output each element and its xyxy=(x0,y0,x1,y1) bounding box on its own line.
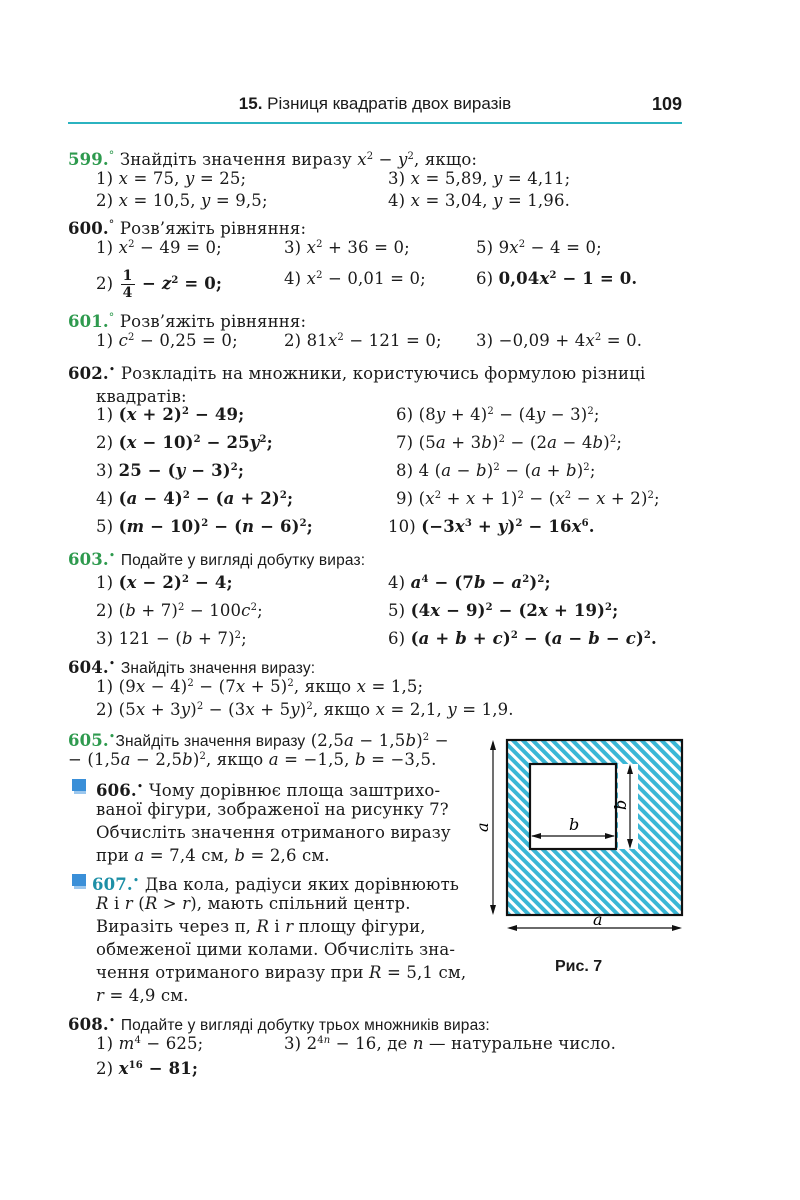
problem-text: Подайте у вигляді добутку трьох множників вираз: xyxy=(120,1017,490,1034)
book-icon xyxy=(72,779,86,795)
problem-599-item-2: 2) x = 10,5, y = 9,5; xyxy=(96,191,268,210)
problem-607-line-1: 607.• Два кола, радіуси яких дорівнюють xyxy=(92,874,459,894)
problem-600-item-5: 5) $9x^2 - 4 = 0$; xyxy=(476,238,602,257)
problem-601-item-3: $3) -0,09 + 4x^2 = 0$. xyxy=(476,331,643,350)
problem-600-item-6: 6) $0,04x^2 - 1 = 0$. xyxy=(476,269,638,288)
problem-602-item-6: 6) $(8y + 4)^2 - (4y - 3)^2$; xyxy=(396,405,600,424)
problem-606-line-1: 606.• Чому дорівнює площа заштрихо- xyxy=(96,780,441,800)
problem-602-item-10: 10) $(-3x^3 + y)^2 - 16x^6$. xyxy=(388,517,595,536)
problem-599-item-4: 4) x = 3,04, y = 1,96. xyxy=(388,191,570,210)
problem-number: 600. xyxy=(68,219,109,238)
problem-604-item-2: 2) $(5x + 3y)^2 - (3x + 5y)^2$, якщо x = 2,1, y = 1,9. xyxy=(96,700,514,719)
label-a-left: a xyxy=(473,822,492,832)
problem-603-item-5: 5) $(4x - 9)^2 - (2x + 19)^2$; xyxy=(388,601,619,620)
problem-604-statement: 604.• Знайдіть значення виразу: xyxy=(68,657,316,677)
label-a-bottom: a xyxy=(593,910,603,929)
problem-607-line-4: обмеженої цими колами. Обчисліть зна- xyxy=(96,940,456,959)
problem-number: 602. xyxy=(68,364,109,383)
problem-601-item-2: 2) $81x^2 - 121 = 0$; xyxy=(284,331,442,350)
figure-caption: Рис. 7 xyxy=(555,958,603,975)
problem-607-line-2: R і r (R > r), мають спільний центр. xyxy=(96,894,411,913)
problem-607-line-6: r = 4,9 см. xyxy=(96,986,189,1005)
problem-608-item-2: 2) $x^{16} - 81$; xyxy=(96,1059,199,1078)
problem-602-item-8: 8) 4 $(a - b)^2 - (a + b)^2$; xyxy=(396,461,596,480)
label-b-inner: b xyxy=(569,815,580,834)
problem-608-item-1: 1) $m^4 - 625$; xyxy=(96,1034,204,1053)
problem-number: 608. xyxy=(68,1015,109,1034)
problem-602-item-5: 5) $(m - 10)^2 - (n - 6)^2$; xyxy=(96,517,313,536)
problem-608-item-3: 3) $2^{4n} - 16$, де n — натуральне число. xyxy=(284,1034,616,1053)
problem-606-line-4: при a = 7,4 см, b = 2,6 см. xyxy=(96,846,330,865)
problem-text: Знайдіть значення виразу: xyxy=(120,660,316,677)
problem-number: 605. xyxy=(68,731,109,750)
figure-7 xyxy=(473,730,690,990)
problem-602-item-3: 3) $25 - (y - 3)^2$; xyxy=(96,461,245,480)
problem-608-statement: 608.• Подайте у вигляді добутку трьох множників вираз: xyxy=(68,1014,490,1034)
book-icon xyxy=(72,874,86,890)
section-number: 15. xyxy=(238,94,263,113)
problem-number: 599. xyxy=(68,150,109,169)
problem-600-item-4: 4) $x^2 - 0,01 = 0$; xyxy=(284,269,426,288)
problem-605-statement: 605.•Знайдіть значення виразу $(2,5a - 1,5b)^2$ − xyxy=(68,730,449,750)
header-rule xyxy=(68,122,682,124)
problem-603-item-6: 6) $(a + b + c)^2 - (a - b - c)^2$. xyxy=(388,629,657,648)
problem-text: Розв’яжіть рівняння: xyxy=(119,219,307,238)
problem-text: Подайте у вигляді добутку вираз: xyxy=(120,552,366,569)
problem-number: 601. xyxy=(68,312,109,331)
problem-number: 603. xyxy=(68,550,109,569)
problem-600-item-3: 3) $x^2 + 36 = 0$; xyxy=(284,238,410,257)
problem-599-item-3: 3) x = 5,89, y = 4,11; xyxy=(388,169,571,188)
problem-603-item-3: 3) $121 - (b + 7)^2$; xyxy=(96,629,247,648)
problem-605-line-2: − $(1,5a - 2,5b)^2$, якщо a = −1,5, b = −3,5. xyxy=(68,750,437,769)
problem-number: 604. xyxy=(68,658,109,677)
problem-602-item-2: 2) $(x - 10)^2 - 25y^2$; xyxy=(96,433,273,452)
problem-599-statement: 599.° Знайдіть значення виразу $x^2 - y^2$, якщо: xyxy=(68,149,478,169)
problem-number: 606. xyxy=(96,781,137,800)
problem-600-item-2: 2) $\frac{1}{4}$ − $z^2 = 0$; xyxy=(96,268,223,301)
problem-602-statement: 602.• Розкладіть на множники, користуючись формулою різниці квадратів: xyxy=(68,363,646,406)
problem-number: 607. xyxy=(92,875,133,894)
problem-606-line-3: Обчисліть значення отриманого виразу xyxy=(96,823,451,842)
problem-601-item-1: 1) $c^2 - 0,25 = 0$; xyxy=(96,331,238,350)
problem-603-item-4: 4) $a^4 - (7b - a^2)^2$; xyxy=(388,573,551,592)
section-title xyxy=(68,94,682,114)
problem-600-statement: 600.° Розв’яжіть рівняння: xyxy=(68,218,307,238)
page-number: 109 xyxy=(651,94,682,114)
label-b-side: b xyxy=(611,799,630,810)
problem-607-line-5: чення отриманого виразу при R = 5,1 см, xyxy=(96,963,467,982)
page-header xyxy=(68,94,682,120)
problem-600-item-1: 1) $x^2 - 49 = 0$; xyxy=(96,238,222,257)
problem-603-statement: 603.• Подайте у вигляді добутку вираз: xyxy=(68,549,366,569)
problem-604-item-1: 1) $(9x - 4)^2 - (7x + 5)^2$, якщо x = 1,5; xyxy=(96,677,424,696)
section-title-text: Різниця квадратів двох виразів xyxy=(267,94,512,113)
problem-603-item-2: 2) $(b + 7)^2 - 100c^2$; xyxy=(96,601,263,620)
problem-603-item-1: 1) $(x - 2)^2 - 4$; xyxy=(96,573,233,592)
problem-601-statement: 601.° Розв’яжіть рівняння: xyxy=(68,311,307,331)
problem-602-item-1: 1) $(x + 2)^2 - 49$; xyxy=(96,405,245,424)
problem-607-line-3: Виразіть через π, R і r площу фігури, xyxy=(96,917,426,936)
problem-602-item-4: 4) $(a - 4)^2 - (a + 2)^2$; xyxy=(96,489,294,508)
problem-599-item-1: 1) x = 75, y = 25; xyxy=(96,169,247,188)
problem-text: Розв’яжіть рівняння: xyxy=(119,312,307,331)
problem-602-item-7: 7) $(5a + 3b)^2 - (2a - 4b)^2$; xyxy=(396,433,623,452)
problem-606-line-2: ваної фігури, зображеної на рисунку 7? xyxy=(96,800,449,819)
problem-602-item-9: 9) $(x^2 + x + 1)^2 - (x^2 - x + 2)^2$; xyxy=(396,489,660,508)
